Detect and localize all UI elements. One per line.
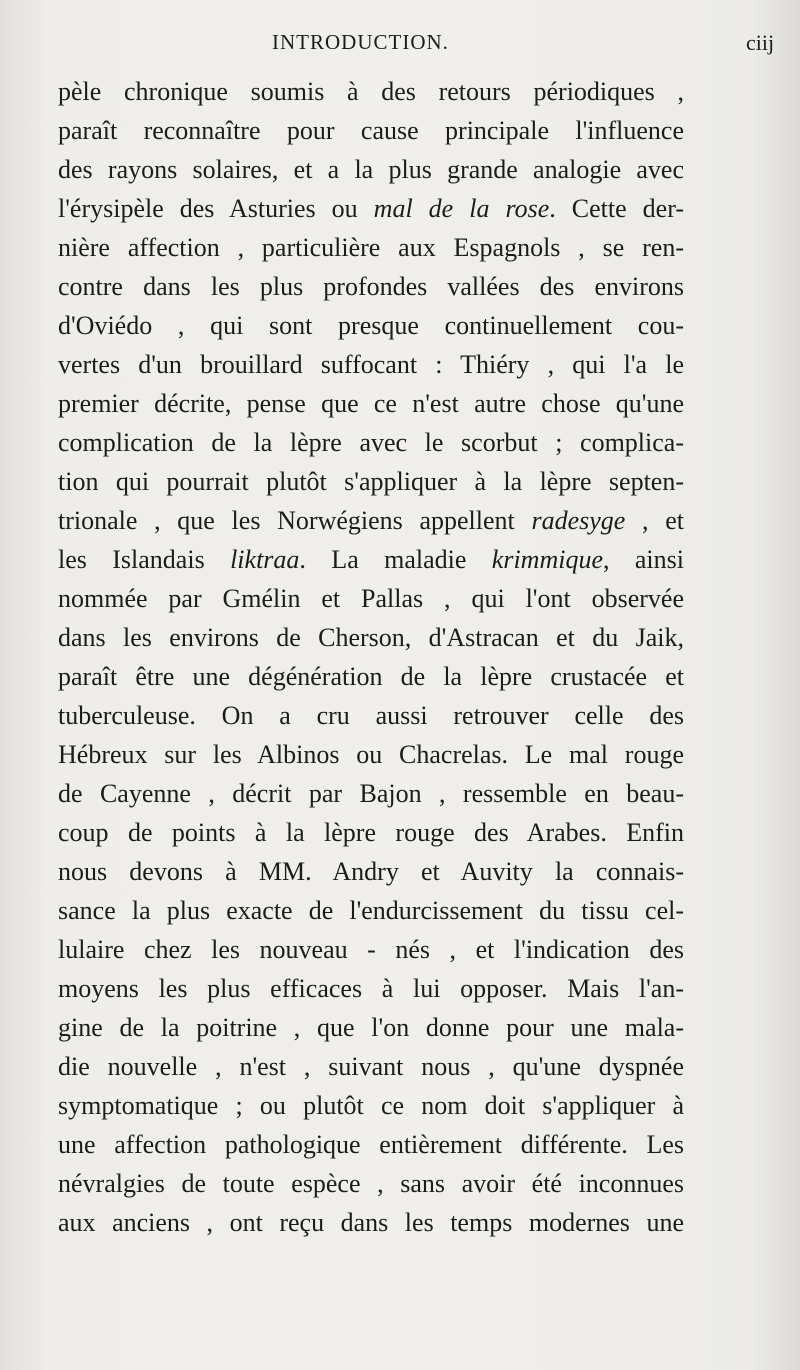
- text-line: [58, 813, 684, 852]
- text-line: [58, 306, 684, 345]
- text-line: [58, 462, 684, 501]
- text-line: [58, 423, 684, 462]
- text-segment: sance la plus exacte de l'endurcissement du tissu cel-: [58, 896, 684, 925]
- text-segment: nous devons à MM. Andry et Auvity la connais-: [58, 857, 684, 886]
- text-segment: tuberculeuse. On a cru aussi retrouver celle des: [58, 701, 684, 730]
- text-line: [58, 579, 684, 618]
- text-segment: pèle chronique soumis à des retours périodiques ,: [58, 77, 684, 106]
- text-segment: trionale , que les Norwégiens appellent: [58, 506, 532, 535]
- text-line: [58, 618, 684, 657]
- text-segment: nommée par Gmélin et Pallas , qui l'ont observée: [58, 584, 684, 613]
- text-segment: paraît être une dégénération de la lèpre crustacée et: [58, 662, 684, 691]
- text-line: [58, 735, 684, 774]
- text-line: [58, 540, 684, 579]
- text-line: [58, 189, 684, 228]
- text-line: [58, 72, 684, 111]
- text-segment: les Islandais: [58, 545, 231, 574]
- text-segment: aux anciens , ont reçu dans les temps modernes une: [58, 1208, 684, 1237]
- text-segment: premier décrite, pense que ce n'est autre chose qu'une: [58, 389, 684, 418]
- text-line: [58, 345, 684, 384]
- text-segment: une affection pathologique entièrement différente. Les: [58, 1130, 684, 1159]
- italic-text: liktraa: [230, 545, 300, 574]
- text-line: [58, 930, 684, 969]
- italic-text: mal de la rose: [373, 194, 550, 223]
- text-line: [58, 1008, 684, 1047]
- text-line: [58, 267, 684, 306]
- text-segment: dans les environs de Cherson, d'Astracan et du Jaik,: [58, 623, 684, 652]
- text-segment: des rayons solaires, et a la plus grande analogie avec: [58, 155, 684, 184]
- text-segment: vertes d'un brouillard suffocant : Thiéry , qui l'a le: [58, 350, 684, 379]
- text-segment: coup de points à la lèpre rouge des Arabes. Enfin: [58, 818, 684, 847]
- text-segment: symptomatique ; ou plutôt ce nom doit s'appliquer à: [58, 1091, 684, 1120]
- text-line: [58, 696, 684, 735]
- text-line: [58, 111, 684, 150]
- page-number: ciij: [746, 30, 775, 55]
- text-line: [58, 501, 684, 540]
- text-line: [58, 150, 684, 189]
- text-line: [58, 891, 684, 930]
- text-segment: paraît reconnaître pour cause principale l'influence: [58, 116, 684, 145]
- text-segment: , ainsi: [603, 545, 684, 574]
- text-segment: , et: [625, 506, 684, 535]
- text-line: [58, 1047, 684, 1086]
- text-line: [58, 774, 684, 813]
- text-segment: de Cayenne , décrit par Bajon , ressemble en beau-: [58, 779, 684, 808]
- text-segment: d'Oviédo , qui sont presque continuellement cou-: [58, 311, 684, 340]
- text-line: [58, 384, 684, 423]
- text-line: [58, 1086, 684, 1125]
- text-segment: die nouvelle , n'est , suivant nous , qu'une dyspnée: [58, 1052, 684, 1081]
- text-line: [58, 969, 684, 1008]
- text-line: [58, 1125, 684, 1164]
- text-segment: nière affection , particulière aux Espagnols , se ren-: [58, 233, 684, 262]
- text-line: [58, 852, 684, 891]
- text-segment: moyens les plus efficaces à lui opposer. Mais l'an-: [58, 974, 684, 1003]
- text-segment: complication de la lèpre avec le scorbut ; complica-: [58, 428, 684, 457]
- text-segment: l'érysipèle des Asturies ou: [58, 194, 374, 223]
- italic-text: krimmique: [491, 545, 603, 574]
- text-line: [58, 1164, 684, 1203]
- italic-text: radesyge: [531, 506, 626, 535]
- text-line: [58, 228, 684, 267]
- page-header: [0, 30, 800, 64]
- text-line: [58, 657, 684, 696]
- text-segment: lulaire chez les nouveau - nés , et l'indication des: [58, 935, 684, 964]
- text-line: [58, 1203, 684, 1242]
- running-title: INTRODUCTION.: [272, 30, 449, 54]
- text-segment: contre dans les plus profondes vallées des environs: [58, 272, 684, 301]
- text-segment: Hébreux sur les Albinos ou Chacrelas. Le mal rouge: [58, 740, 684, 769]
- text-segment: . La maladie: [299, 545, 492, 574]
- text-segment: gine de la poitrine , que l'on donne pour une mala-: [58, 1013, 684, 1042]
- body-text: [58, 72, 684, 1242]
- text-segment: névralgies de toute espèce , sans avoir été inconnues: [58, 1169, 684, 1198]
- text-segment: . Cette der-: [549, 194, 684, 223]
- text-segment: tion qui pourrait plutôt s'appliquer à la lèpre septen-: [58, 467, 684, 496]
